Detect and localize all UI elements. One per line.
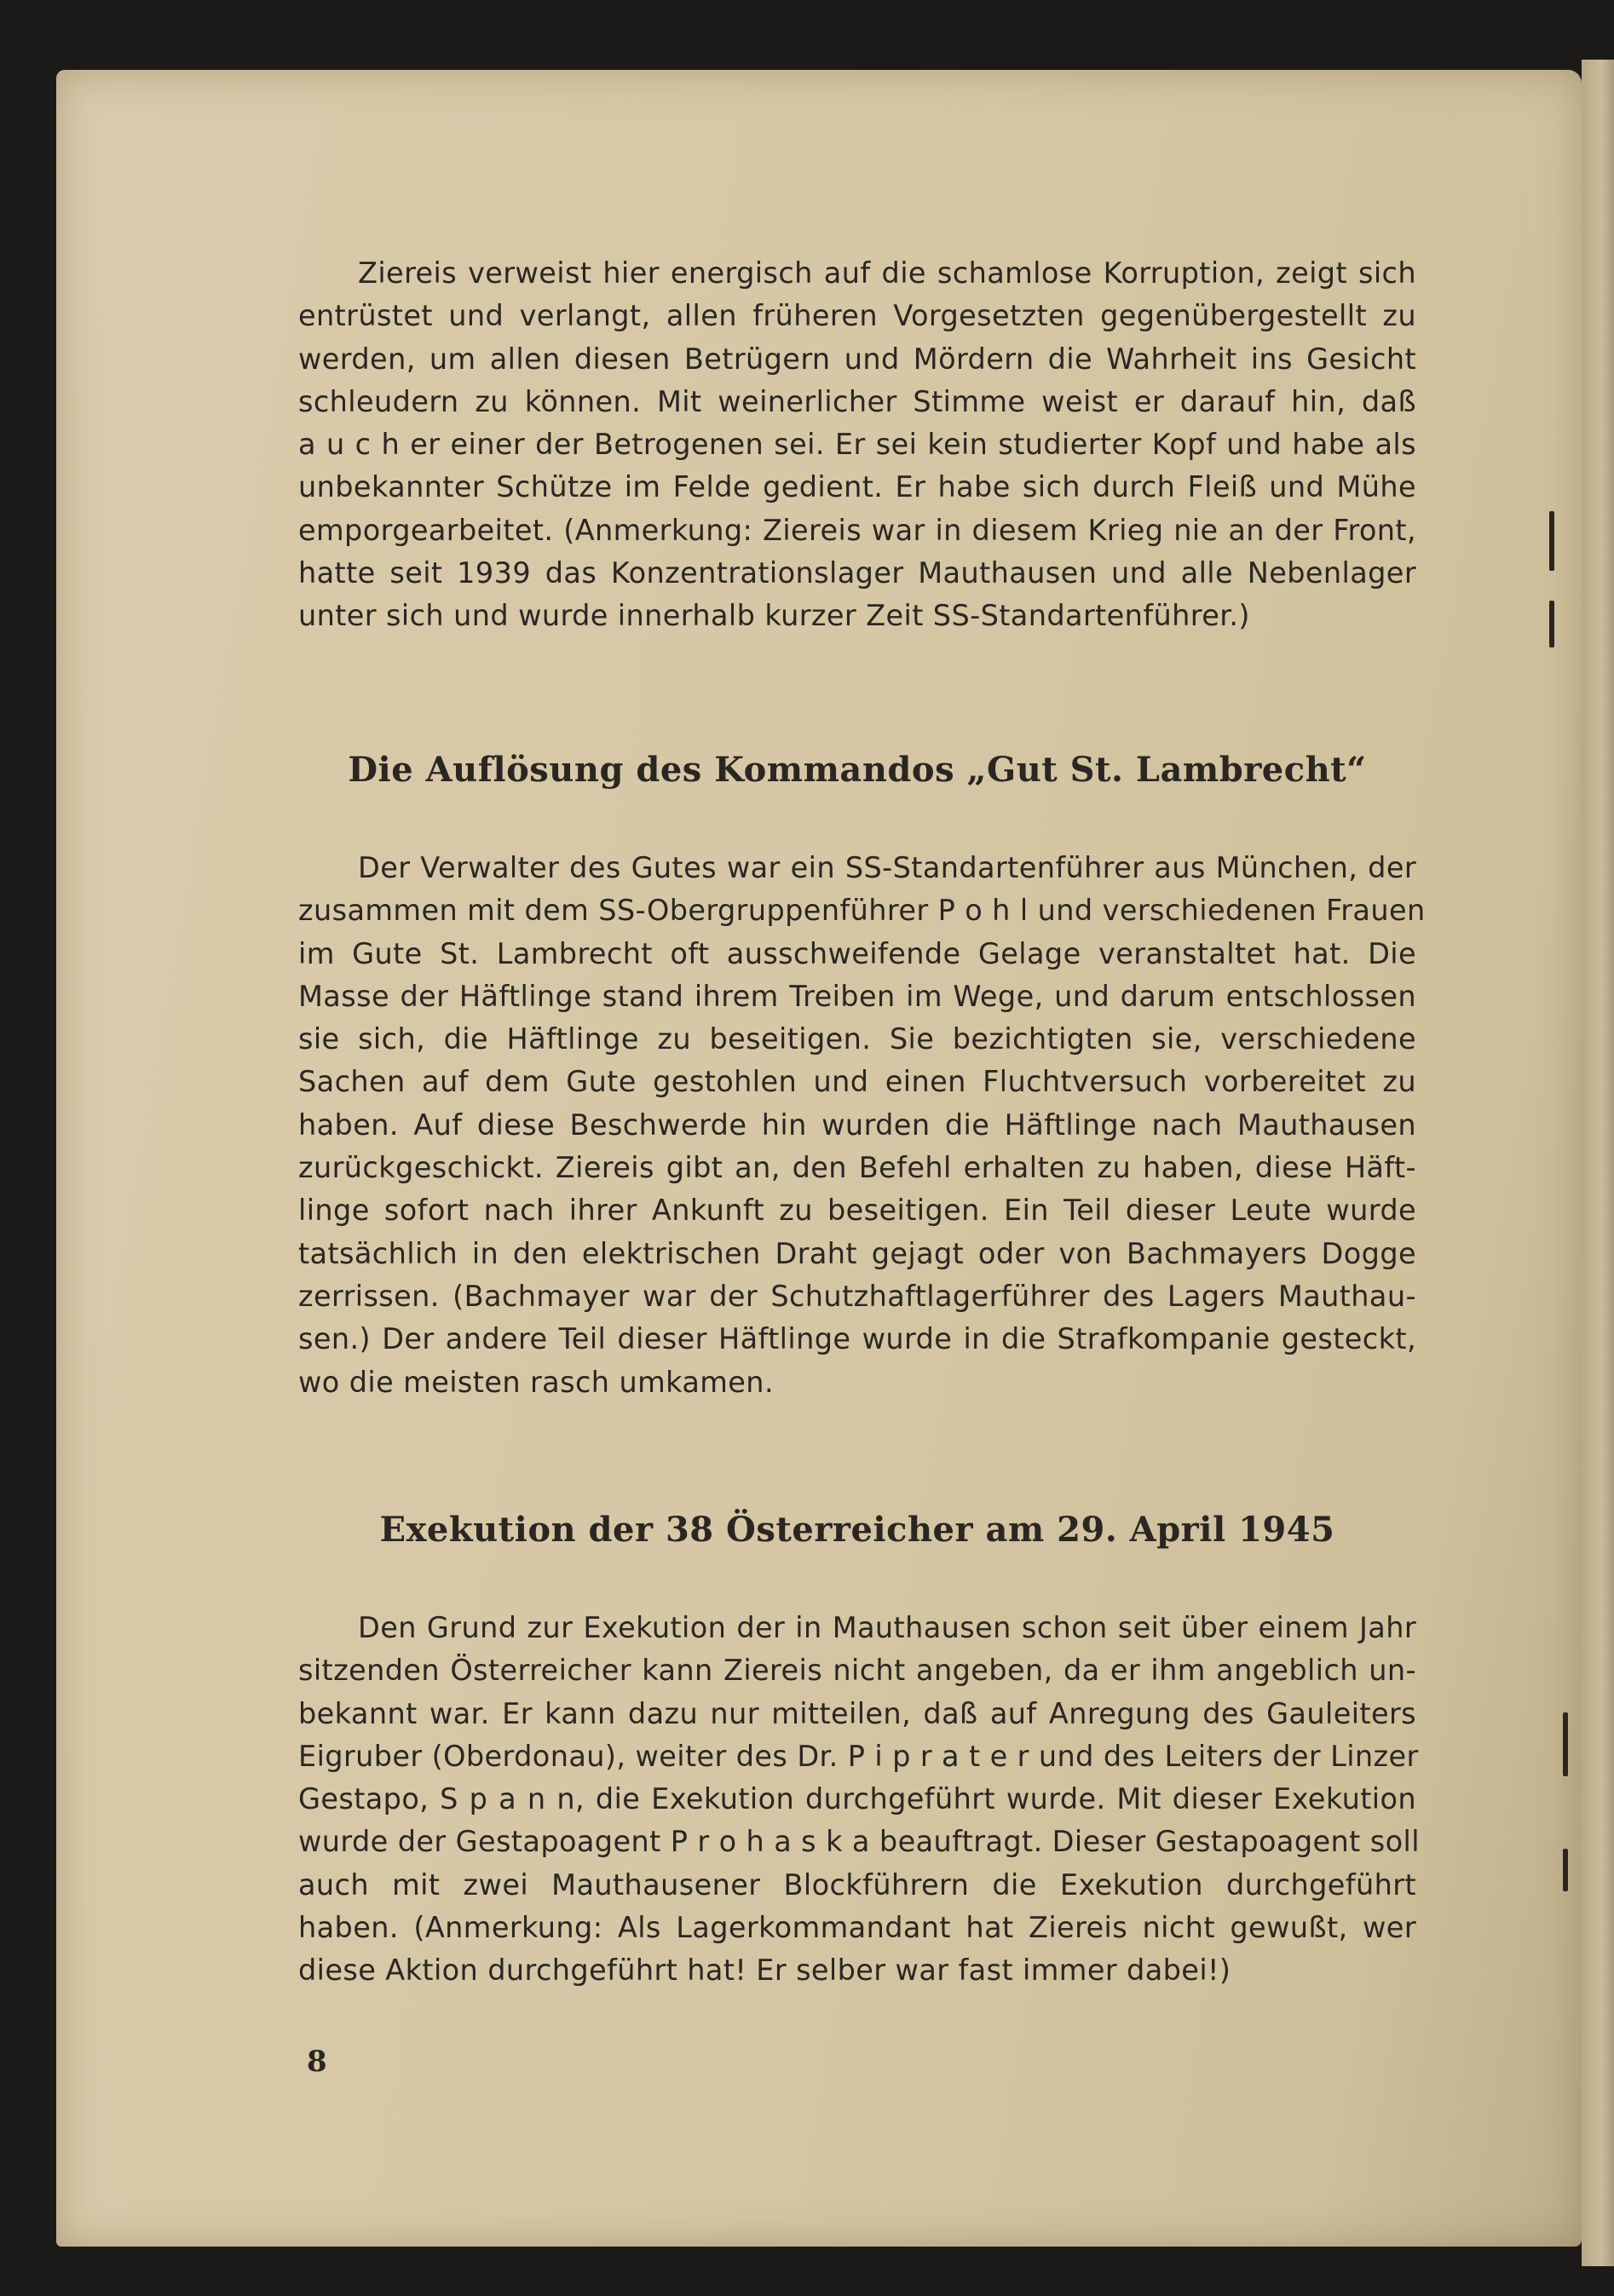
text-line: bekannt war. Er kann dazu nur mitteilen, daß auf Anregung des Gauleiters (298, 1696, 1416, 1730)
text-line: sie sich, die Häftlinge zu beseitigen. Sie bezichtigten sie, verschiedene (298, 1022, 1416, 1056)
text-line: tatsächlich in den elektrischen Draht gejagt oder von Bachmayers Dogge (298, 1236, 1416, 1270)
page-number: 8 (307, 2045, 327, 2079)
paragraph-ziereis-korruption (298, 252, 1416, 638)
text-line: Ziereis verweist hier energisch auf die schamlose Korruption, zeigt sich (358, 256, 1416, 290)
text-line: Gestapo, S p a n n, die Exekution durchgeführt wurde. Mit dieser Exekution (298, 1782, 1416, 1816)
text-line: werden, um allen diesen Betrügern und Mördern die Wahrheit ins Gesicht (298, 342, 1416, 376)
paragraph-lambrecht (298, 847, 1426, 1404)
text-line: zerrissen. (Bachmayer war der Schutzhaftlagerführer des Lagers Mauthau- (298, 1279, 1416, 1313)
text-line: Sachen auf dem Gute gestohlen und einen Fluchtversuch vorbereitet zu (298, 1065, 1416, 1099)
page-edge-mark (1563, 1849, 1568, 1891)
text-line: zurückgeschickt. Ziereis gibt an, den Befehl erhalten zu haben, diese Häft- (298, 1151, 1416, 1185)
text-line: Masse der Häftlinge stand ihrem Treiben im Wege, und darum entschlossen (298, 979, 1416, 1013)
text-line: wo die meisten rasch umkamen. (298, 1365, 774, 1399)
text-line: sen.) Der andere Teil dieser Häftlinge wurde in die Strafkompanie gesteckt, (298, 1322, 1416, 1356)
page-edge-mark (1549, 601, 1554, 647)
text-line: haben. Auf diese Beschwerde hin wurden die Häftlinge nach Mauthausen (298, 1108, 1416, 1142)
text-line: haben. (Anmerkung: Als Lagerkommandant hat Ziereis nicht gewußt, wer (298, 1911, 1416, 1945)
text-line: unter sich und wurde innerhalb kurzer Zeit SS-Standartenführer.) (298, 599, 1250, 633)
text-line: Der Verwalter des Gutes war ein SS-Standartenführer aus München, der (358, 851, 1416, 884)
text-line: im Gute St. Lambrecht oft ausschweifende Gelage veranstaltet hat. Die (298, 936, 1416, 970)
text-line: emporgearbeitet. (Anmerkung: Ziereis war in diesem Krieg nie an der Front, (298, 513, 1416, 547)
text-line: auch mit zwei Mauthausener Blockführern die Exekution durchgeführt (298, 1867, 1416, 1902)
text-line: sitzenden Österreicher kann Ziereis nicht angeben, da er ihm angeblich un- (298, 1654, 1416, 1688)
next-page-edge (1582, 60, 1614, 2266)
text-line: zusammen mit dem SS-Obergruppenführer P o h l und verschiedenen Frauen (298, 894, 1426, 928)
text-line: wurde der Gestapoagent P r o h a s k a beauftragt. Dieser Gestapoagent soll (298, 1825, 1420, 1859)
text-line: diese Aktion durchgeführt hat! Er selber war fast immer dabei!) (298, 1954, 1231, 1988)
page-edge-mark (1549, 511, 1554, 571)
section-heading-exekution: Exekution der 38 Österreicher am 29. April 1945 (379, 1510, 1335, 1550)
text-line: Eigruber (Oberdonau), weiter des Dr. P i p r a t e r und des Leiters der Linzer (298, 1739, 1419, 1773)
text-line: Den Grund zur Exekution der in Mauthausen schon seit über einem Jahr (358, 1611, 1416, 1644)
text-line: schleudern zu können. Mit weinerlicher Stimme weist er darauf hin, daß (298, 384, 1416, 418)
page-edge-mark (1563, 1712, 1568, 1776)
text-line: entrüstet und verlangt, allen früheren Vorgesetzten gegenübergestellt zu (298, 299, 1416, 333)
text-line: unbekannter Schütze im Felde gedient. Er habe sich durch Fleiß und Mühe (298, 470, 1416, 504)
text-line: hatte seit 1939 das Konzentrationslager Mauthausen und alle Nebenlager (298, 556, 1416, 590)
text-line: a u c h er einer der Betrogenen sei. Er sei kein studierter Kopf und habe als (298, 428, 1416, 462)
section-heading-lambrecht: Die Auflösung des Kommandos „Gut St. Lambrecht“ (348, 750, 1367, 790)
paragraph-exekution (298, 1607, 1420, 1993)
text-line: linge sofort nach ihrer Ankunft zu beseitigen. Ein Teil dieser Leute wurde (298, 1194, 1416, 1228)
